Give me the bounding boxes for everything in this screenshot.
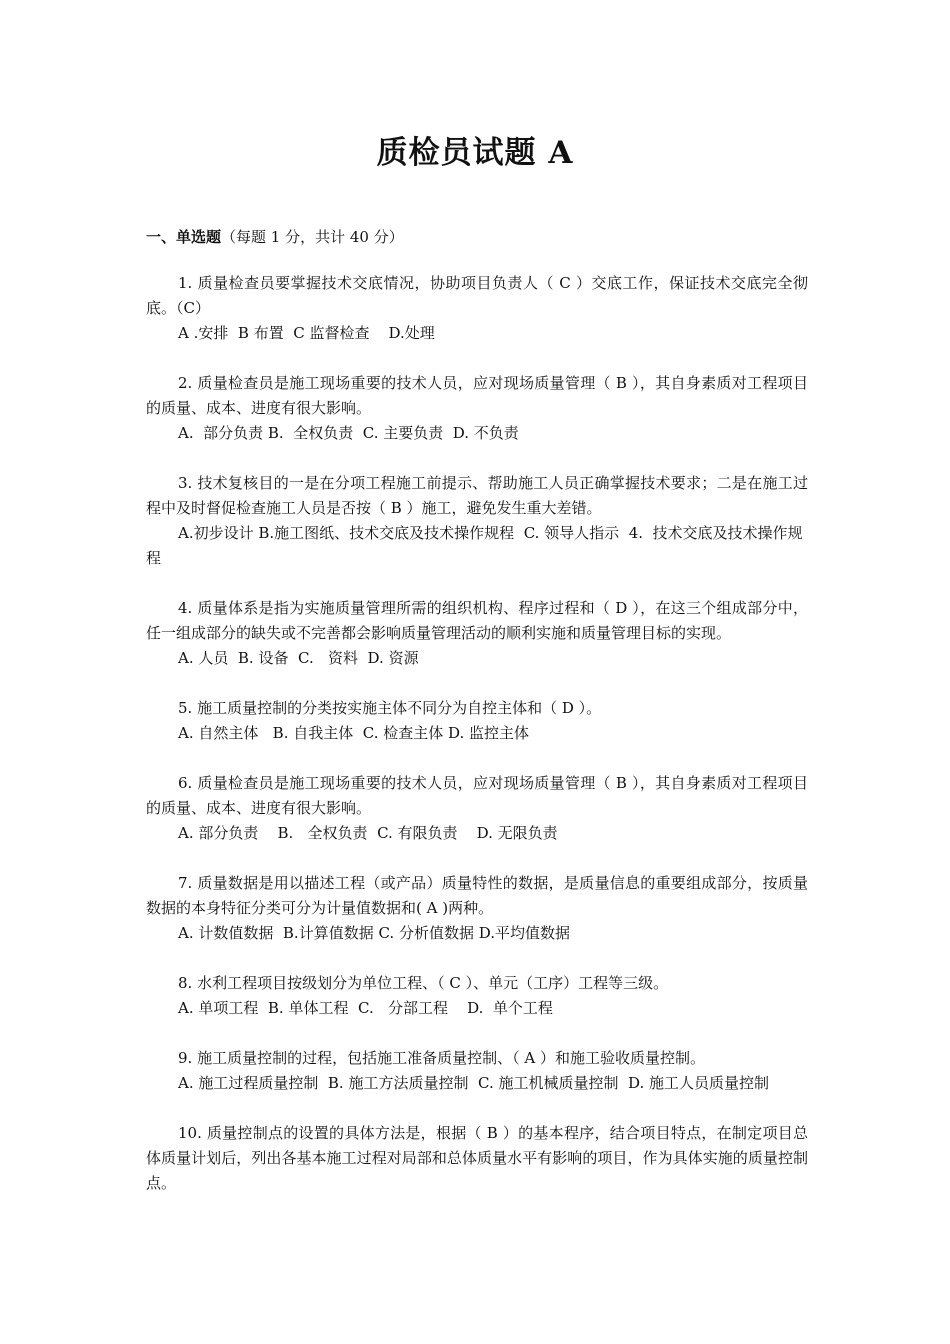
question-4 xyxy=(146,596,808,671)
question-stem: 3. 技术复核目的一是在分项工程施工前提示、帮助施工人员正确掌握技术要求；二是在施工过程中及时督促检查施工人员是否按（ B ）施工，避免发生重大差错。 xyxy=(146,474,808,517)
question-8 xyxy=(146,971,808,1021)
question-stem: 6. 质量检查员是施工现场重要的技术人员，应对现场质量管理（ B ），其自身素质对工程项目的质量、成本、进度有很大影响。 xyxy=(146,774,808,817)
question-9 xyxy=(146,1046,808,1096)
question-stem: 4. 质量体系是指为实施质量管理所需的组织机构、程序过程和（ D ），在这三个组成部分中，任一组成部分的缺失或不完善都会影响质量管理活动的顺利实施和质量管理目标的实现。 xyxy=(146,599,808,642)
question-options: A. 自然主体 B. 自我主体 C. 检查主体 D. 监控主体 xyxy=(178,724,530,742)
question-10 xyxy=(146,1121,808,1196)
section-heading xyxy=(146,226,404,247)
question-3 xyxy=(146,471,808,571)
question-stem: 9. 施工质量控制的过程，包括施工准备质量控制、（ A ）和施工验收质量控制。 xyxy=(178,1049,705,1067)
question-7 xyxy=(146,871,808,946)
question-stem: 8. 水利工程项目按级划分为单位工程、（ C ）、单元（工序）工程等三级。 xyxy=(178,974,669,992)
question-list xyxy=(146,271,808,1221)
question-options: A. 部分负责 B. 全权负责 C. 有限负责 D. 无限负责 xyxy=(178,824,558,842)
question-stem: 2. 质量检查员是施工现场重要的技术人员，应对现场质量管理（ B ），其自身素质对工程项目的质量、成本、进度有很大影响。 xyxy=(146,374,808,417)
question-options: A.初步设计 B.施工图纸、技术交底及技术操作规程 C. 领导人指示 4. 技术交底及技术操作规程 xyxy=(146,524,803,567)
question-options: A. 人员 B. 设备 C. 资料 D. 资源 xyxy=(178,649,419,667)
section-note: （每题 1 分，共计 40 分） xyxy=(221,228,404,246)
question-1 xyxy=(146,271,808,346)
document-title: 质检员试题 A xyxy=(376,135,574,171)
question-5 xyxy=(146,696,808,746)
question-options: A. 部分负责 B. 全权负责 C. 主要负责 D. 不负责 xyxy=(178,424,519,442)
question-6 xyxy=(146,771,808,846)
question-stem: 1. 质量检查员要掌握技术交底情况，协助项目负责人（ C ）交底工作，保证技术交底完全彻底。（C） xyxy=(146,274,808,317)
question-options: A. 计数值数据 B.计算值数据 C. 分析值数据 D.平均值数据 xyxy=(178,924,570,942)
question-stem: 5. 施工质量控制的分类按实施主体不同分为自控主体和（ D ）。 xyxy=(178,699,602,717)
question-options: A. 施工过程质量控制 B. 施工方法质量控制 C. 施工机械质量控制 D. 施工人员质量控制 xyxy=(178,1074,770,1092)
question-options: A. 单项工程 B. 单体工程 C. 分部工程 D. 单个工程 xyxy=(178,999,553,1017)
question-2 xyxy=(146,371,808,446)
question-stem: 7. 质量数据是用以描述工程（或产品）质量特性的数据，是质量信息的重要组成部分，按质量数据的本身特征分类可分为计量值数据和( A )两种。 xyxy=(146,874,808,917)
section-label: 一、单选题 xyxy=(146,228,222,246)
question-options: A .安排 B 布置 C 监督检查 D.处理 xyxy=(178,324,435,342)
question-stem: 10. 质量控制点的设置的具体方法是，根据（ B ）的基本程序，结合项目特点，在制定项目总体质量计划后，列出各基本施工过程对局部和总体质量水平有影响的项目，作为具体实施的质量控制点。 xyxy=(146,1124,808,1192)
